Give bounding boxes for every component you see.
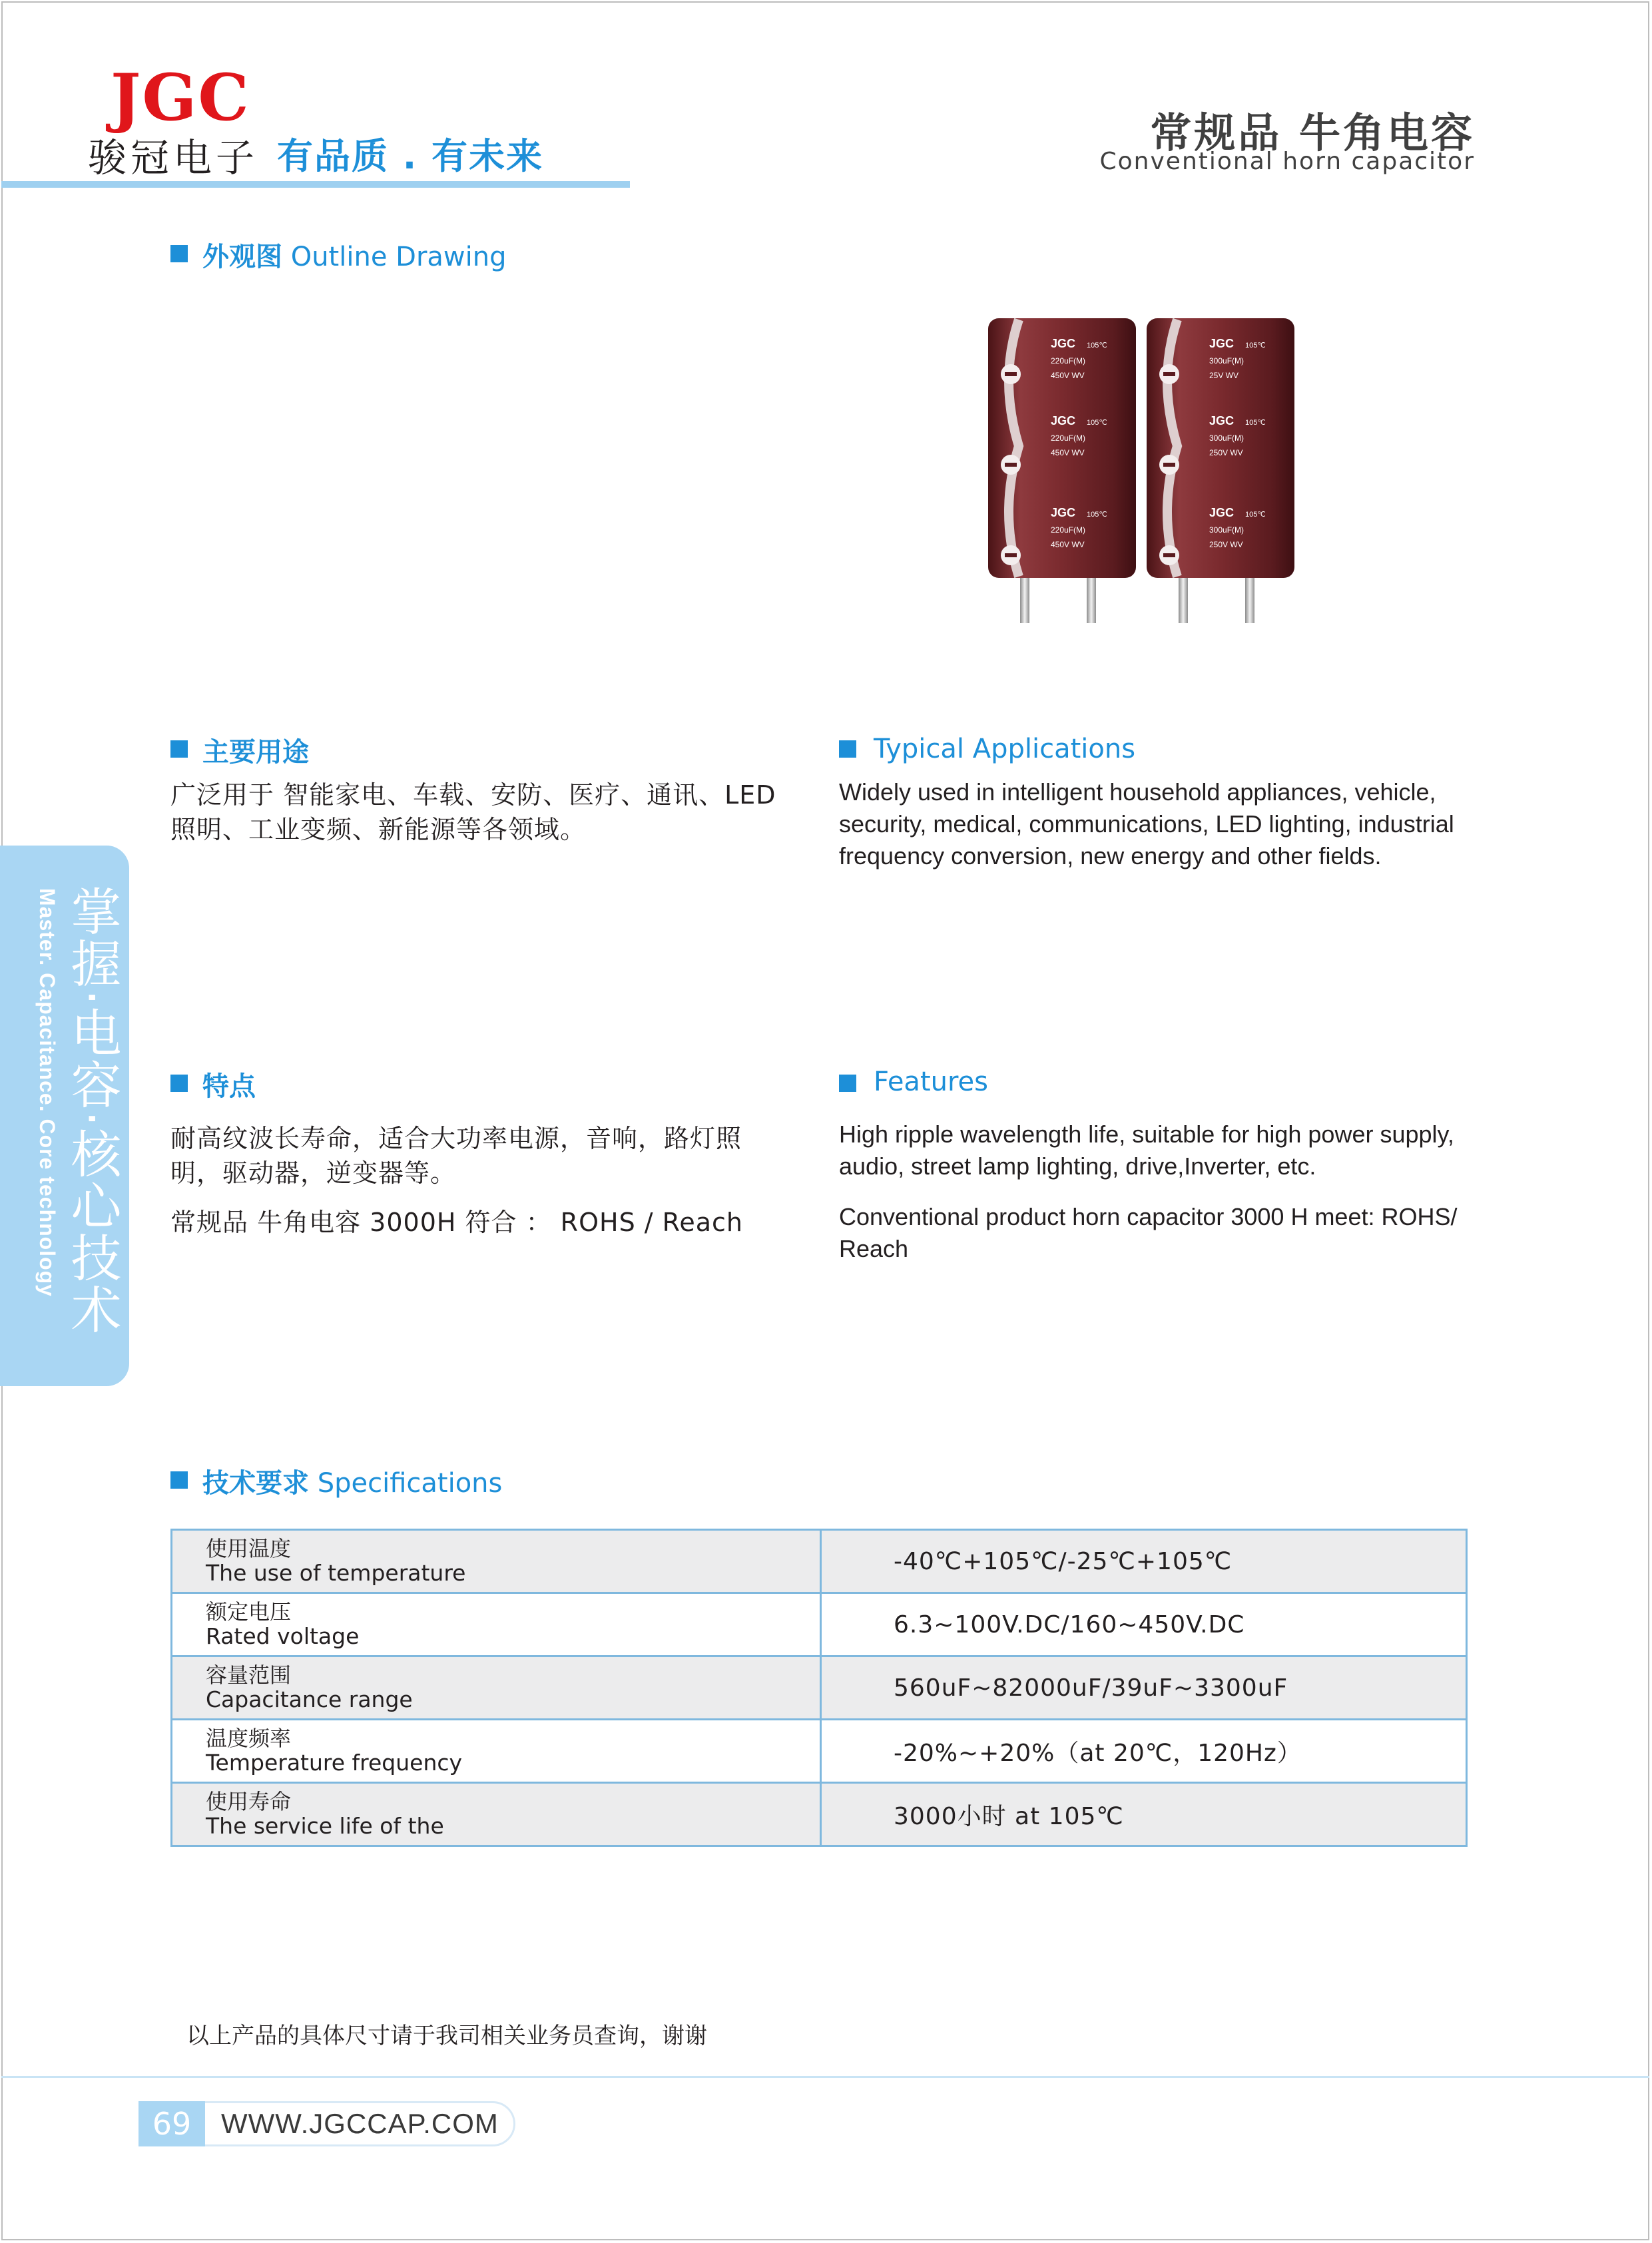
spec-label-cn: 额定电压	[206, 1599, 292, 1624]
specs-heading-cn: 技术要求	[202, 1468, 309, 1499]
features-heading-en	[874, 1067, 988, 1097]
spec-label-en: Capacitance range	[206, 1686, 413, 1712]
cap-temp: 105℃	[1087, 342, 1107, 350]
cap-voltage: 250V WV	[1209, 540, 1243, 549]
website-link[interactable]: WWW.JGCCAP.COM	[221, 2108, 499, 2139]
cap-brand: JGC	[1051, 506, 1076, 519]
cap-brand: JGC	[1209, 337, 1235, 350]
features-text-en-line: audio, street lamp lighting, drive,Inverter, etc.	[839, 1152, 1316, 1180]
features-compliance-cn: 常规品 牛角电容 3000H 符合 ： ROHS / Reach	[170, 1208, 743, 1237]
side-tab-text-en: Master. Capacitance. Core technology	[35, 888, 59, 1297]
features-compliance-en: Reach	[839, 1235, 909, 1262]
cap-capacitance: 220uF(M)	[1051, 433, 1086, 443]
applications-text-cn-line: 照明、工业变频、新能源等各领域。	[170, 815, 587, 844]
cap-brand: JGC	[1051, 337, 1076, 350]
table-row	[172, 1783, 1467, 1846]
features-text-en-line: High ripple wavelength life, suitable for high power supply,	[839, 1121, 1454, 1148]
cap-temp: 105℃	[1245, 419, 1266, 427]
spec-value: 3000小时 at 105℃	[821, 1783, 1467, 1846]
outline-heading-cn: 外观图	[202, 242, 282, 272]
table-row	[172, 1593, 1467, 1656]
cap-brand: JGC	[1209, 506, 1235, 519]
spec-label-en: Rated voltage	[206, 1623, 360, 1649]
cap-capacitance: 300uF(M)	[1209, 433, 1244, 443]
cap-voltage: 250V WV	[1209, 448, 1243, 457]
page-number: 69	[138, 2101, 205, 2146]
footnote: 以上产品的具体尺寸请于我司相关业务员查询，谢谢	[186, 2023, 707, 2049]
features-text-en	[839, 1119, 1458, 1265]
features-text-cn-line: 耐高纹波长寿命，适合大功率电源，音响，路灯照	[170, 1124, 742, 1153]
table-row	[172, 1656, 1467, 1720]
cap-voltage: 25V WV	[1209, 371, 1239, 380]
company-name: 骏冠电子	[88, 135, 259, 180]
applications-text-en	[839, 776, 1454, 872]
applications-heading-cn	[202, 731, 309, 769]
square-bullet-icon	[170, 1471, 188, 1489]
square-bullet-icon	[170, 245, 188, 262]
capacitor-illustration	[979, 313, 1312, 632]
applications-text-cn-line: 广泛用于 智能家电、车载、安防、医疗、通讯、LED	[170, 780, 776, 810]
logo-jgc: JGC	[111, 60, 250, 135]
features-text-cn-line: 明，驱动器，逆变器等。	[170, 1158, 457, 1188]
header-divider	[1, 181, 630, 188]
applications-text-en-line: security, medical, communications, LED lighting, industrial	[839, 810, 1454, 838]
features-text-cn	[170, 1121, 743, 1240]
page-title-cn: 常规品 牛角电容	[1150, 109, 1475, 157]
square-bullet-icon	[170, 1075, 188, 1092]
applications-text-en-line: Widely used in intelligent household appliances, vehicle,	[839, 778, 1436, 806]
cap-voltage: 450V WV	[1051, 448, 1085, 457]
features-heading-cn	[202, 1065, 256, 1103]
spec-label	[172, 1720, 821, 1783]
cap-capacitance: 220uF(M)	[1051, 356, 1086, 366]
outline-heading	[202, 236, 506, 274]
spec-label-en: The use of temperature	[206, 1560, 466, 1586]
specs-heading-en: Specifications	[317, 1468, 503, 1499]
applications-heading-en-text: Typical Applications	[874, 734, 1136, 764]
features-compliance-en: Conventional product horn capacitor 3000 H meet: ROHS/	[839, 1203, 1458, 1230]
side-tab-text-cn: 掌握·电容·核心技术	[63, 885, 122, 1336]
spec-label-en: Temperature frequency	[206, 1750, 463, 1776]
applications-heading-cn-text: 主要用途	[202, 737, 309, 768]
spec-label-cn: 容量范围	[206, 1662, 292, 1688]
applications-text-en-line: frequency conversion, new energy and other fields.	[839, 842, 1382, 870]
square-bullet-icon	[839, 740, 856, 758]
spec-value: -20%~+20%（at 20℃，120Hz）	[821, 1720, 1467, 1783]
cap-capacitance: 300uF(M)	[1209, 525, 1244, 535]
outline-heading-en: Outline Drawing	[290, 242, 507, 272]
cap-capacitance: 300uF(M)	[1209, 356, 1244, 366]
spec-value: 560uF~82000uF/39uF~3300uF	[821, 1656, 1467, 1720]
features-heading-en-text: Features	[874, 1067, 988, 1097]
page-title-en: Conventional horn capacitor	[1099, 148, 1475, 175]
square-bullet-icon	[839, 1075, 856, 1092]
spec-value: -40℃+105℃/-25℃+105℃	[821, 1530, 1467, 1593]
cap-temp: 105℃	[1087, 419, 1107, 427]
cap-voltage: 450V WV	[1051, 371, 1085, 380]
features-heading-cn-text: 特点	[202, 1071, 256, 1102]
cap-temp: 105℃	[1245, 342, 1266, 350]
spec-label	[172, 1593, 821, 1656]
footer-divider	[1, 2076, 1649, 2078]
spec-label-en: The service life of the	[206, 1813, 444, 1839]
cap-voltage: 450V WV	[1051, 540, 1085, 549]
applications-text-cn	[170, 778, 776, 847]
specs-heading	[202, 1462, 502, 1500]
applications-heading-en	[874, 734, 1135, 764]
cap-temp: 105℃	[1245, 511, 1266, 519]
spec-label-cn: 温度频率	[206, 1726, 292, 1751]
spec-value: 6.3~100V.DC/160~450V.DC	[821, 1593, 1467, 1656]
table-row	[172, 1720, 1467, 1783]
specifications-table	[170, 1529, 1468, 1847]
table-row	[172, 1530, 1467, 1593]
cap-brand: JGC	[1051, 414, 1076, 427]
spec-label	[172, 1656, 821, 1720]
slogan: 有品质 . 有未来	[277, 135, 544, 177]
spec-label	[172, 1783, 821, 1846]
spec-label-cn: 使用温度	[206, 1536, 292, 1561]
cap-temp: 105℃	[1087, 511, 1107, 519]
cap-capacitance: 220uF(M)	[1051, 525, 1086, 535]
square-bullet-icon	[170, 740, 188, 758]
cap-brand: JGC	[1209, 414, 1235, 427]
spec-label-cn: 使用寿命	[206, 1789, 292, 1814]
spec-label	[172, 1530, 821, 1593]
